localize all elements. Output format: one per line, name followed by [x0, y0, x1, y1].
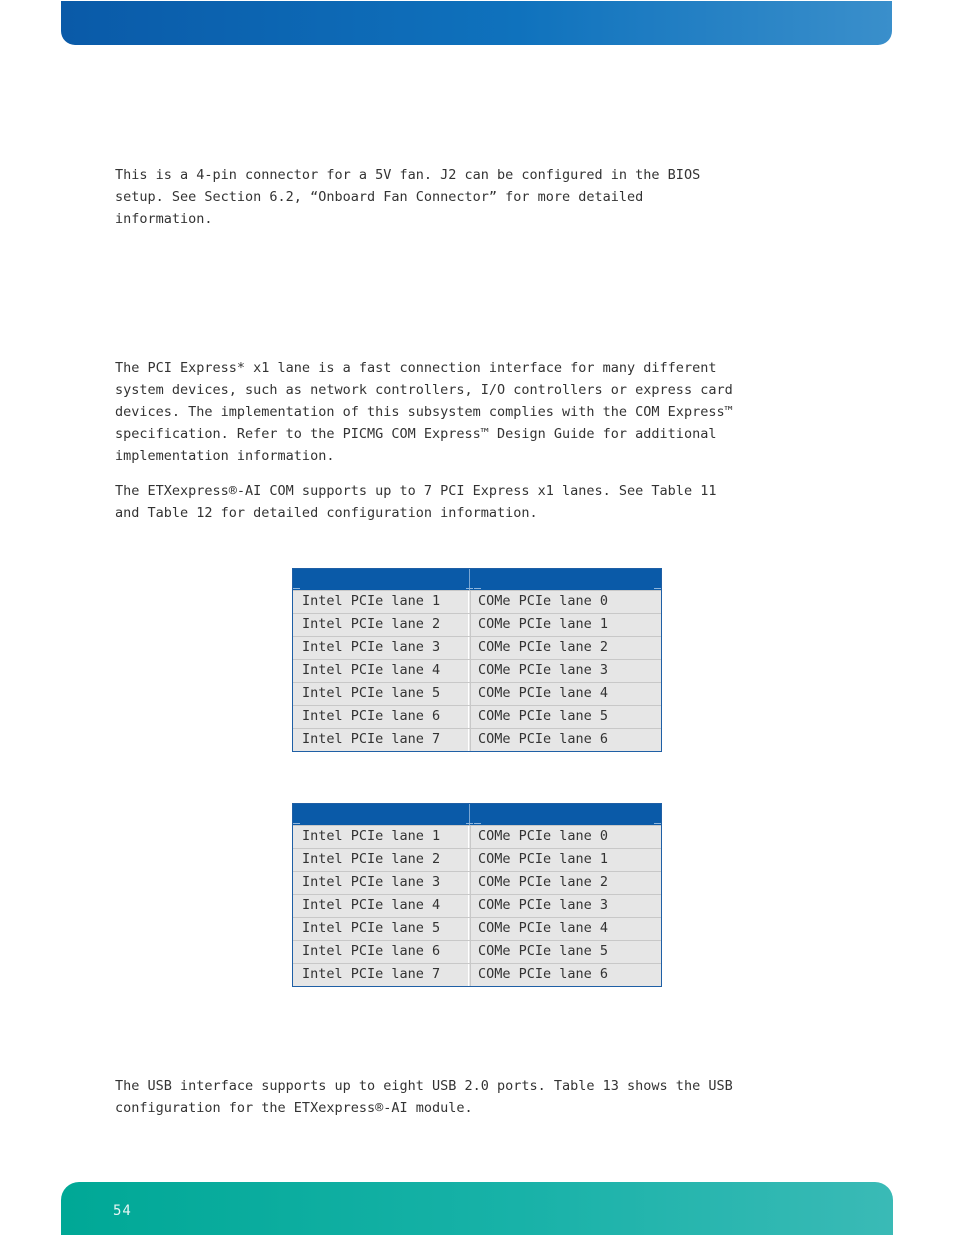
come-lane-cell: COMe PCIe lane 5	[478, 943, 609, 959]
table-row	[293, 659, 661, 682]
intel-lane-cell: Intel PCIe lane 5	[293, 918, 469, 940]
come-lane-cell: COMe PCIe lane 0	[478, 593, 609, 609]
intel-lane-cell: Intel PCIe lane 6	[293, 941, 469, 963]
pcie-intro-paragraph: The PCI Express* x1 lane is a fast connection interface for many different system devices, such as network controllers, I/O controllers or express card devices. The implementation of this subsystem complies with the COM Express™ specification. Refer to the PICMG COM Express™ Design Guide for additional implementation information.	[115, 360, 733, 464]
intel-lane-cell: Intel PCIe lane 2	[293, 614, 469, 636]
table-row	[293, 728, 661, 751]
table-row	[293, 682, 661, 705]
table-row	[293, 590, 661, 613]
come-lane-cell: COMe PCIe lane 5	[478, 708, 609, 724]
come-lane-cell: COMe PCIe lane 4	[478, 685, 609, 701]
come-lane-cell: COMe PCIe lane 3	[478, 662, 609, 678]
intel-lane-cell: Intel PCIe lane 3	[293, 872, 469, 894]
page-header-bar	[61, 1, 892, 45]
intel-lane-cell: Intel PCIe lane 6	[293, 706, 469, 728]
page-footer-bar	[61, 1182, 893, 1235]
intel-lane-cell: Intel PCIe lane 5	[293, 683, 469, 705]
table-row	[293, 613, 661, 636]
table-row	[293, 848, 661, 871]
table-row	[293, 705, 661, 728]
intel-lane-cell: Intel PCIe lane 1	[293, 591, 469, 613]
usb-paragraph: The USB interface supports up to eight USB 2.0 ports. Table 13 shows the USB configuration for the ETXexpress®-AI module.	[115, 1078, 733, 1116]
table-header	[293, 804, 661, 825]
come-lane-cell: COMe PCIe lane 1	[478, 851, 609, 867]
intel-lane-cell: Intel PCIe lane 4	[293, 895, 469, 917]
intel-lane-cell: Intel PCIe lane 7	[293, 729, 469, 751]
table-row	[293, 940, 661, 963]
intel-lane-cell: Intel PCIe lane 1	[293, 826, 469, 848]
intel-lane-cell: Intel PCIe lane 3	[293, 637, 469, 659]
table-row	[293, 871, 661, 894]
fan-connector-paragraph: This is a 4-pin connector for a 5V fan. J2 can be configured in the BIOS setup. See Section 6.2, “Onboard Fan Connector” for more detailed information.	[115, 167, 701, 227]
table-row	[293, 894, 661, 917]
come-lane-cell: COMe PCIe lane 4	[478, 920, 609, 936]
pcie-mapping-table-2	[292, 803, 662, 987]
come-lane-cell: COMe PCIe lane 6	[478, 731, 609, 747]
come-lane-cell: COMe PCIe lane 6	[478, 966, 609, 982]
come-lane-cell: COMe PCIe lane 1	[478, 616, 609, 632]
come-lane-cell: COMe PCIe lane 2	[478, 874, 609, 890]
come-lane-cell: COMe PCIe lane 2	[478, 639, 609, 655]
table-row	[293, 825, 661, 848]
table-header	[293, 569, 661, 590]
come-lane-cell: COMe PCIe lane 0	[478, 828, 609, 844]
intel-lane-cell: Intel PCIe lane 2	[293, 849, 469, 871]
intel-lane-cell: Intel PCIe lane 7	[293, 964, 469, 986]
table-row	[293, 917, 661, 940]
table-row	[293, 636, 661, 659]
come-lane-cell: COMe PCIe lane 3	[478, 897, 609, 913]
pcie-mapping-table-1	[292, 568, 662, 752]
table-row	[293, 963, 661, 986]
pcie-support-paragraph: The ETXexpress®-AI COM supports up to 7 PCI Express x1 lanes. See Table 11 and Table 12 for detailed configuration information.	[115, 483, 717, 521]
intel-lane-cell: Intel PCIe lane 4	[293, 660, 469, 682]
page-number: 54	[113, 1203, 132, 1219]
